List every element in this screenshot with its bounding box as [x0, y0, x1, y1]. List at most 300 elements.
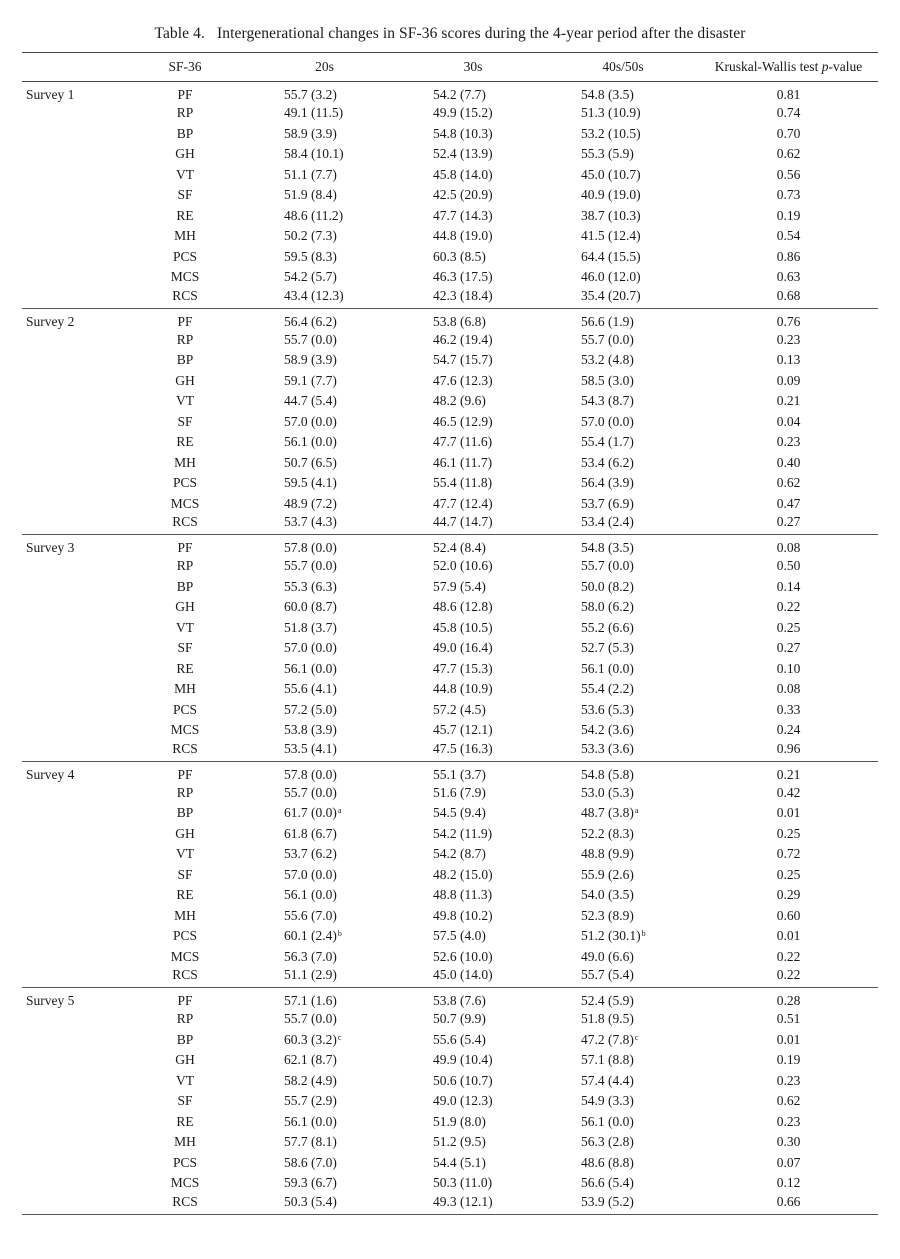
- pvalue-cell-text: 0.22: [776, 967, 801, 982]
- value-40s50s-cell: [547, 144, 699, 165]
- value-30s-cell-text: 50.3 (11.0): [433, 1175, 493, 1191]
- pvalue-cell-text: 0.63: [776, 269, 801, 285]
- value-40s50s-cell-text: 54.8 (5.8): [581, 766, 634, 782]
- table-row: [22, 308, 878, 330]
- value-20s-cell-text: 59.1 (7.7): [284, 372, 337, 388]
- pvalue-cell-text: 0.74: [776, 105, 801, 121]
- measure-cell-text: RP: [176, 331, 194, 347]
- value-30s-cell-text: 45.8 (14.0): [433, 166, 493, 182]
- value-20s-cell-text: 57.0 (0.0): [284, 866, 337, 882]
- value-30s-cell-text: 49.9 (10.4): [433, 1052, 493, 1068]
- value-40s50s-cell: [547, 1112, 699, 1133]
- measure-cell: [120, 330, 250, 351]
- value-20s-cell-text: 60.0 (8.7): [284, 599, 337, 615]
- value-20s-cell-text: 57.0 (0.0): [284, 413, 337, 429]
- measure-cell: [120, 1194, 250, 1215]
- measure-cell: [120, 1132, 250, 1153]
- value-30s-cell-text: 42.3 (18.4): [433, 287, 493, 303]
- value-40s50s-cell-text: 48.8 (9.9): [581, 846, 634, 862]
- value-20s-cell-text: 50.7 (6.5): [284, 454, 337, 470]
- value-30s-cell-text: 50.6 (10.7): [433, 1072, 493, 1088]
- measure-cell-text: RCS: [172, 514, 198, 529]
- value-30s-cell: [399, 947, 547, 968]
- survey-label-empty: [22, 824, 120, 845]
- value-20s-cell-text: 44.7 (5.4): [284, 393, 337, 409]
- value-30s-cell-text: 54.2 (8.7): [433, 846, 486, 862]
- measure-cell: [120, 412, 250, 433]
- survey-label: Survey 1: [26, 87, 75, 102]
- measure-cell-text: RP: [176, 784, 194, 800]
- survey-label-empty: [22, 350, 120, 371]
- value-30s-cell: [399, 741, 547, 762]
- survey-label-empty: [22, 185, 120, 206]
- value-40s50s-cell: [547, 741, 699, 762]
- pvalue-cell: [699, 1050, 878, 1071]
- value-40s50s-cell-text: 54.0 (3.5): [581, 887, 634, 903]
- measure-cell-text: MH: [174, 907, 196, 923]
- value-40s50s-cell: [547, 659, 699, 680]
- survey-label-empty: [22, 1091, 120, 1112]
- measure-cell-text: MH: [174, 681, 196, 697]
- survey-label-empty: [22, 926, 120, 947]
- value-30s-cell-text: 48.2 (15.0): [433, 866, 493, 882]
- pvalue-cell-text: 0.01: [776, 1031, 801, 1047]
- value-40s50s-cell-text: 51.2 (30.1): [581, 928, 641, 944]
- value-30s-cell-text: 49.3 (12.1): [433, 1193, 493, 1209]
- value-20s-cell: [250, 350, 399, 371]
- pvalue-cell-text: 0.07: [776, 1154, 801, 1170]
- measure-cell: [120, 824, 250, 845]
- survey-label-empty: [22, 124, 120, 145]
- value-20s-cell-text: 61.8 (6.7): [284, 825, 337, 841]
- value-30s-cell: [399, 967, 547, 988]
- measure-cell: [120, 288, 250, 309]
- value-30s-cell-text: 57.9 (5.4): [433, 578, 486, 594]
- table-row: [22, 1194, 878, 1215]
- measure-cell-text: VT: [176, 166, 194, 182]
- footnote-marker: b: [641, 929, 646, 939]
- value-20s-cell: [250, 1173, 399, 1194]
- value-20s-cell: [250, 947, 399, 968]
- survey-label-empty: [22, 720, 120, 741]
- value-30s-cell-text: 45.8 (10.5): [433, 619, 493, 635]
- value-40s50s-cell-text: 53.2 (10.5): [581, 125, 641, 141]
- value-20s-cell: [250, 473, 399, 494]
- value-20s-cell: [250, 226, 399, 247]
- measure-cell-text: RE: [176, 887, 194, 903]
- value-40s50s-cell-text: 56.1 (0.0): [581, 1113, 634, 1129]
- survey-label-empty: [22, 1009, 120, 1030]
- measure-cell-text: RCS: [172, 740, 198, 756]
- pvalue-cell-text: 0.54: [776, 228, 801, 244]
- measure-cell: [120, 700, 250, 721]
- value-20s-cell-text: 43.4 (12.3): [284, 287, 344, 303]
- measure-cell: [120, 1050, 250, 1071]
- survey-label-empty: [22, 267, 120, 288]
- measure-cell: [120, 926, 250, 947]
- header-measure: SF-36: [168, 59, 202, 74]
- pvalue-cell: [699, 267, 878, 288]
- value-30s-cell-text: 52.4 (8.4): [433, 540, 486, 555]
- measure-cell-text: RE: [176, 660, 194, 676]
- pvalue-cell-text: 0.13: [776, 352, 801, 368]
- pvalue-cell: [699, 330, 878, 351]
- value-40s50s-cell: [547, 1009, 699, 1030]
- value-40s50s-cell-text: 54.2 (3.6): [581, 722, 634, 738]
- pvalue-cell-text: 0.68: [776, 287, 801, 303]
- value-20s-cell-text: 55.7 (0.0): [284, 558, 337, 574]
- pvalue-cell: [699, 206, 878, 227]
- pvalue-cell-text: 0.23: [776, 1072, 801, 1088]
- table-row: [22, 783, 878, 804]
- value-30s-cell-text: 54.2 (7.7): [433, 87, 486, 102]
- value-40s50s-cell-text: 40.9 (19.0): [581, 187, 641, 203]
- measure-cell: [120, 577, 250, 598]
- value-30s-cell: [399, 1153, 547, 1174]
- table-row: [22, 473, 878, 494]
- pvalue-cell-text: 0.50: [776, 558, 801, 574]
- value-40s50s-cell: [547, 1173, 699, 1194]
- value-30s-cell-text: 47.7 (12.4): [433, 495, 493, 511]
- value-20s-cell-text: 58.2 (4.9): [284, 1072, 337, 1088]
- value-20s-cell-text: 48.6 (11.2): [284, 207, 344, 223]
- value-30s-cell: [399, 577, 547, 598]
- pvalue-cell: [699, 577, 878, 598]
- value-40s50s-cell-text: 57.4 (4.4): [581, 1072, 634, 1088]
- measure-cell-text: MH: [174, 1134, 196, 1150]
- value-30s-cell: [399, 371, 547, 392]
- value-40s50s-cell: [547, 494, 699, 515]
- measure-cell: [120, 144, 250, 165]
- pvalue-cell-text: 0.76: [776, 313, 801, 329]
- survey-label: Survey 2: [26, 313, 75, 329]
- value-30s-cell: [399, 638, 547, 659]
- value-20s-cell-text: 57.0 (0.0): [284, 640, 337, 656]
- value-20s-cell: [250, 638, 399, 659]
- value-30s-cell: [399, 165, 547, 186]
- survey-label-empty: [22, 432, 120, 453]
- survey-label: Survey 4: [26, 766, 75, 782]
- value-20s-cell-text: 49.1 (11.5): [284, 105, 344, 121]
- value-20s-cell-text: 57.7 (8.1): [284, 1134, 337, 1150]
- header-pvalue: Kruskal-Wallis test p-value: [714, 59, 863, 74]
- table-row: [22, 1009, 878, 1030]
- pvalue-cell: [699, 700, 878, 721]
- table-row: [22, 1091, 878, 1112]
- value-20s-cell: [250, 618, 399, 639]
- value-30s-cell: [399, 659, 547, 680]
- pvalue-cell: [699, 1112, 878, 1133]
- pvalue-cell: [699, 659, 878, 680]
- pvalue-cell-text: 0.66: [776, 1193, 801, 1209]
- table-row: [22, 700, 878, 721]
- value-20s-cell-text: 48.9 (7.2): [284, 495, 337, 511]
- value-30s-cell: [399, 803, 547, 824]
- measure-cell-text: MCS: [170, 495, 200, 511]
- pvalue-cell-text: 0.62: [776, 146, 801, 162]
- pvalue-cell: [699, 1173, 878, 1194]
- value-20s-cell: [250, 1153, 399, 1174]
- value-30s-cell-text: 54.5 (9.4): [433, 805, 486, 821]
- measure-cell: [120, 783, 250, 804]
- value-30s-cell: [399, 144, 547, 165]
- value-40s50s-cell: [547, 165, 699, 186]
- value-20s-cell: [250, 124, 399, 145]
- value-40s50s-cell-text: 52.7 (5.3): [581, 640, 634, 656]
- pvalue-cell: [699, 865, 878, 886]
- pvalue-cell-text: 0.62: [776, 1093, 801, 1109]
- pvalue-cell-text: 0.27: [776, 514, 801, 529]
- value-40s50s-cell-text: 56.6 (5.4): [581, 1175, 634, 1191]
- value-20s-cell: [250, 761, 399, 783]
- value-30s-cell: [399, 700, 547, 721]
- value-20s-cell: [250, 494, 399, 515]
- survey-label-empty: [22, 1050, 120, 1071]
- value-30s-cell-text: 46.3 (17.5): [433, 269, 493, 285]
- value-40s50s-cell: [547, 1091, 699, 1112]
- measure-cell-text: PCS: [172, 928, 198, 944]
- survey-label-empty: [22, 741, 120, 762]
- value-20s-cell: [250, 391, 399, 412]
- table-row: [22, 144, 878, 165]
- pvalue-cell: [699, 350, 878, 371]
- table-row: [22, 824, 878, 845]
- value-20s-cell-text: 56.1 (0.0): [284, 1113, 337, 1129]
- value-40s50s-cell: [547, 124, 699, 145]
- value-40s50s-cell: [547, 391, 699, 412]
- measure-cell-text: SF: [177, 187, 193, 203]
- survey-label-empty: [22, 865, 120, 886]
- pvalue-cell: [699, 885, 878, 906]
- value-30s-cell: [399, 514, 547, 535]
- pvalue-cell: [699, 514, 878, 535]
- footnote-marker: b: [337, 929, 342, 939]
- measure-cell-text: PF: [177, 540, 193, 555]
- pvalue-cell-text: 0.29: [776, 887, 801, 903]
- measure-cell: [120, 988, 250, 1010]
- pvalue-cell: [699, 844, 878, 865]
- value-20s-cell-text: 61.7 (0.0): [284, 805, 337, 821]
- value-20s-cell: [250, 803, 399, 824]
- measure-cell-text: VT: [176, 846, 194, 862]
- value-40s50s-cell-text: 56.6 (1.9): [581, 313, 634, 329]
- value-20s-cell: [250, 103, 399, 124]
- survey-label-empty: [22, 844, 120, 865]
- pvalue-cell: [699, 473, 878, 494]
- pvalue-cell-text: 0.73: [776, 187, 801, 203]
- value-30s-cell: [399, 1030, 547, 1051]
- pvalue-cell-text: 0.28: [776, 993, 801, 1008]
- table-row: [22, 371, 878, 392]
- value-40s50s-cell: [547, 226, 699, 247]
- value-40s50s-cell: [547, 618, 699, 639]
- pvalue-cell-text: 0.56: [776, 166, 801, 182]
- value-20s-cell: [250, 185, 399, 206]
- measure-cell: [120, 638, 250, 659]
- value-40s50s-cell: [547, 185, 699, 206]
- value-40s50s-cell-text: 53.9 (5.2): [581, 1193, 634, 1209]
- table-row: [22, 391, 878, 412]
- value-40s50s-cell-text: 41.5 (12.4): [581, 228, 641, 244]
- pvalue-cell-text: 0.24: [776, 722, 801, 738]
- value-20s-cell-text: 57.8 (0.0): [284, 766, 337, 782]
- measure-cell-text: RE: [176, 1113, 194, 1129]
- measure-cell-text: RP: [176, 105, 194, 121]
- value-20s-cell-text: 59.5 (8.3): [284, 248, 337, 264]
- survey-label-empty: [22, 473, 120, 494]
- value-30s-cell-text: 46.1 (11.7): [433, 454, 493, 470]
- value-20s-cell-text: 58.6 (7.0): [284, 1154, 337, 1170]
- value-20s-cell: [250, 1050, 399, 1071]
- survey-label-empty: [22, 165, 120, 186]
- value-40s50s-cell-text: 55.3 (5.9): [581, 146, 634, 162]
- measure-cell-text: PCS: [172, 1154, 198, 1170]
- pvalue-cell: [699, 535, 878, 557]
- pvalue-cell: [699, 494, 878, 515]
- pvalue-cell: [699, 824, 878, 845]
- measure-cell-text: GH: [175, 146, 195, 162]
- measure-cell-text: PCS: [172, 701, 198, 717]
- value-30s-cell-text: 51.9 (8.0): [433, 1113, 486, 1129]
- table-row: [22, 906, 878, 927]
- pvalue-cell-text: 0.40: [776, 454, 801, 470]
- measure-cell-text: BP: [176, 578, 194, 594]
- survey-label-empty: [22, 103, 120, 124]
- value-20s-cell-text: 59.5 (4.1): [284, 475, 337, 491]
- value-30s-cell: [399, 473, 547, 494]
- table-row: [22, 1050, 878, 1071]
- value-30s-cell: [399, 783, 547, 804]
- value-20s-cell: [250, 926, 399, 947]
- value-30s-cell: [399, 267, 547, 288]
- value-30s-cell: [399, 597, 547, 618]
- value-20s-cell-text: 56.4 (6.2): [284, 313, 337, 329]
- value-40s50s-cell-text: 48.6 (8.8): [581, 1154, 634, 1170]
- value-40s50s-cell-text: 54.8 (3.5): [581, 87, 634, 102]
- pvalue-cell: [699, 720, 878, 741]
- measure-cell-text: VT: [176, 619, 194, 635]
- table-row: [22, 103, 878, 124]
- value-30s-cell: [399, 1071, 547, 1092]
- value-40s50s-cell-text: 53.0 (5.3): [581, 784, 634, 800]
- measure-cell: [120, 1153, 250, 1174]
- value-40s50s-cell: [547, 412, 699, 433]
- value-20s-cell-text: 58.4 (10.1): [284, 146, 344, 162]
- value-30s-cell-text: 44.7 (14.7): [433, 514, 493, 529]
- value-40s50s-cell-text: 54.8 (3.5): [581, 540, 634, 555]
- value-20s-cell-text: 54.2 (5.7): [284, 269, 337, 285]
- value-20s-cell: [250, 308, 399, 330]
- value-40s50s-cell-text: 52.4 (5.9): [581, 993, 634, 1008]
- value-30s-cell: [399, 1173, 547, 1194]
- value-20s-cell: [250, 967, 399, 988]
- measure-cell-text: BP: [176, 352, 194, 368]
- measure-cell-text: BP: [176, 125, 194, 141]
- value-20s-cell-text: 57.8 (0.0): [284, 540, 337, 555]
- survey-label-empty: [22, 1153, 120, 1174]
- value-40s50s-cell: [547, 350, 699, 371]
- pvalue-cell: [699, 803, 878, 824]
- survey-label-empty: [22, 391, 120, 412]
- value-40s50s-cell: [547, 1132, 699, 1153]
- table-row: [22, 844, 878, 865]
- value-30s-cell: [399, 926, 547, 947]
- pvalue-cell-text: 0.81: [776, 87, 801, 102]
- value-30s-cell-text: 47.5 (16.3): [433, 740, 493, 756]
- measure-cell-text: PCS: [172, 248, 198, 264]
- survey-label-empty: [22, 1173, 120, 1194]
- value-30s-cell: [399, 247, 547, 268]
- survey-label-empty: [22, 226, 120, 247]
- value-30s-cell-text: 52.6 (10.0): [433, 948, 493, 964]
- value-20s-cell: [250, 1194, 399, 1215]
- measure-cell: [120, 844, 250, 865]
- table-row: [22, 597, 878, 618]
- measure-cell: [120, 1030, 250, 1051]
- value-40s50s-cell: [547, 1071, 699, 1092]
- table-row: [22, 350, 878, 371]
- header-row: [22, 53, 878, 82]
- value-20s-cell-text: 55.7 (3.2): [284, 87, 337, 102]
- value-40s50s-cell-text: 54.9 (3.3): [581, 1093, 634, 1109]
- survey-label-empty: [22, 597, 120, 618]
- pvalue-cell: [699, 967, 878, 988]
- value-40s50s-cell-text: 55.2 (6.6): [581, 619, 634, 635]
- survey-label-empty: [22, 659, 120, 680]
- value-30s-cell-text: 55.4 (11.8): [433, 475, 493, 491]
- table-row: [22, 124, 878, 145]
- pvalue-cell-text: 0.09: [776, 372, 801, 388]
- value-40s50s-cell: [547, 1050, 699, 1071]
- measure-cell: [120, 103, 250, 124]
- value-30s-cell-text: 51.6 (7.9): [433, 784, 486, 800]
- value-30s-cell-text: 51.2 (9.5): [433, 1134, 486, 1150]
- table-row: [22, 267, 878, 288]
- survey-group-1: [22, 82, 878, 309]
- measure-cell: [120, 82, 250, 104]
- value-40s50s-cell: [547, 803, 699, 824]
- table-row: [22, 1071, 878, 1092]
- table-row: [22, 412, 878, 433]
- table-row: [22, 226, 878, 247]
- pvalue-cell-text: 0.33: [776, 701, 801, 717]
- value-40s50s-cell: [547, 597, 699, 618]
- value-20s-cell: [250, 82, 399, 104]
- value-40s50s-cell: [547, 206, 699, 227]
- pvalue-cell-text: 0.27: [776, 640, 801, 656]
- value-30s-cell: [399, 185, 547, 206]
- value-40s50s-cell: [547, 371, 699, 392]
- measure-cell: [120, 556, 250, 577]
- value-40s50s-cell-text: 45.0 (10.7): [581, 166, 641, 182]
- survey-label-empty: [22, 514, 120, 535]
- value-20s-cell-text: 60.1 (2.4): [284, 928, 337, 944]
- measure-cell: [120, 473, 250, 494]
- value-30s-cell-text: 49.9 (15.2): [433, 105, 493, 121]
- value-40s50s-cell: [547, 267, 699, 288]
- pvalue-cell: [699, 679, 878, 700]
- footnote-marker: c: [337, 1032, 342, 1042]
- table-row: [22, 577, 878, 598]
- value-40s50s-cell-text: 56.4 (3.9): [581, 475, 634, 491]
- value-40s50s-cell-text: 53.6 (5.3): [581, 701, 634, 717]
- value-30s-cell-text: 52.0 (10.6): [433, 558, 493, 574]
- value-30s-cell-text: 46.5 (12.9): [433, 413, 493, 429]
- table-row: [22, 165, 878, 186]
- pvalue-cell: [699, 1153, 878, 1174]
- measure-cell: [120, 679, 250, 700]
- value-40s50s-cell: [547, 535, 699, 557]
